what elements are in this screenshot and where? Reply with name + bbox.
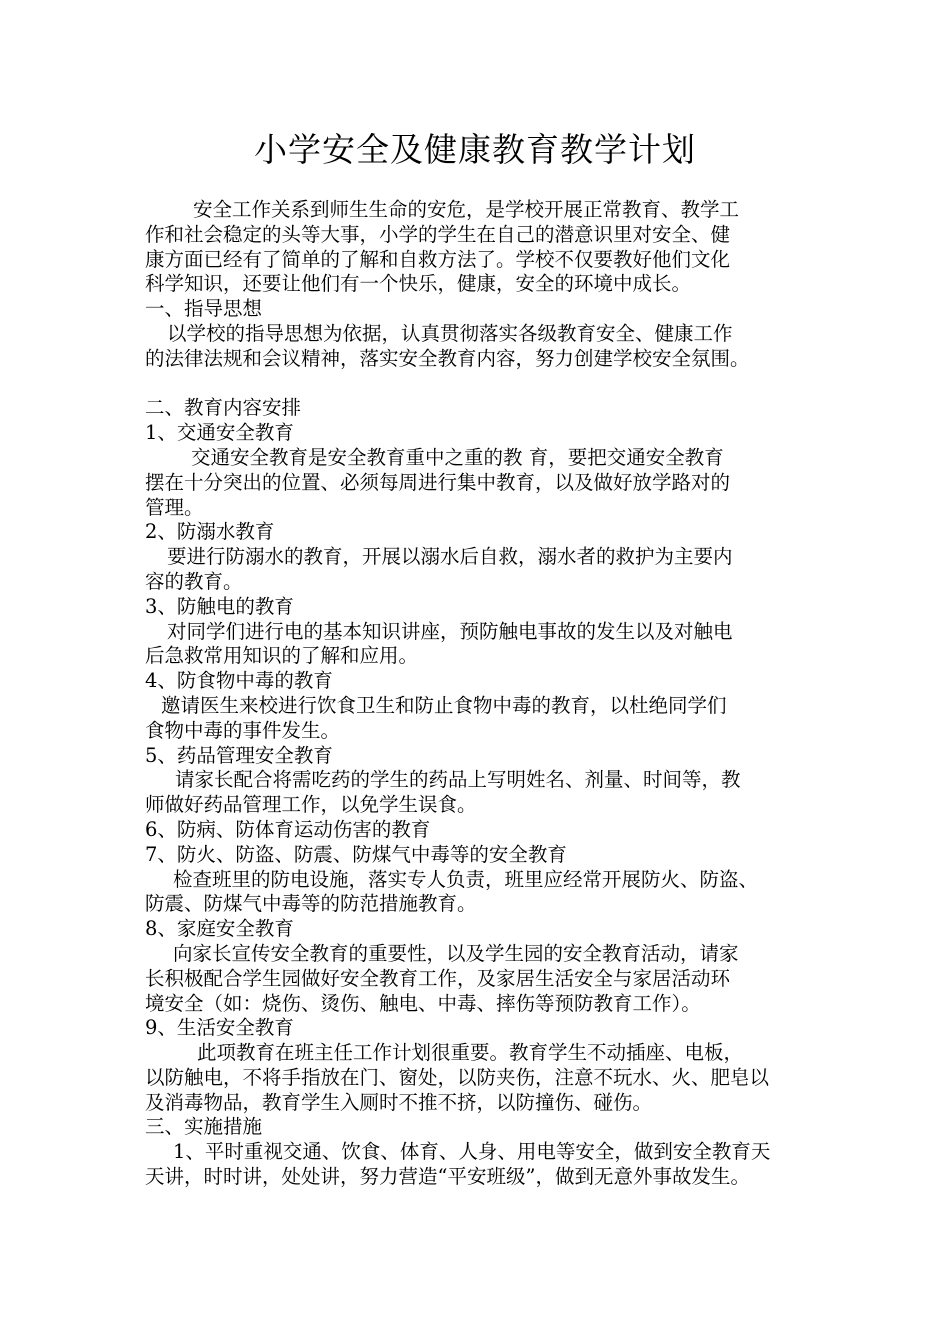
text-line: 的法律法规和会议精神，落实安全教育内容，努力创建学校安全氛围。 [145,346,750,370]
text-line: 1、交通安全教育 [145,421,294,445]
text-line: 3、防触电的教育 [145,594,294,618]
document-body [145,198,825,1190]
text-line: 交通安全教育是安全教育重中之重的教 育，要把交通安全教育 [191,445,724,469]
text-line: 师做好药品管理工作，以免学生误食。 [145,793,477,817]
text-line: 以学校的指导思想为依据，认真贯彻落实各级教育安全、健康工作 [167,321,733,345]
text-line: 防震、防煤气中毒等的防范措施教育。 [145,892,477,916]
text-line: 向家长宣传安全教育的重要性，以及学生园的安全教育活动，请家 [173,941,739,965]
text-line: 科学知识，还要让他们有一个快乐，健康，安全的环境中成长。 [145,272,692,296]
text-line: 作和社会稳定的头等大事，小学的学生在自己的潜意识里对安全、健 [145,222,731,246]
blank-line [145,372,825,397]
text-line: 三、实施措施 [145,1115,263,1139]
text-line: 及消毒物品，教育学生入厕时不推不挤，以防撞伤、碰伤。 [145,1090,653,1114]
text-line: 境安全（如：烧伤、烫伤、触电、中毒、摔伤等预防教育工作）。 [145,991,701,1015]
document-title: 小学安全及健康教育教学计划 [254,130,696,169]
text-line: 邀请医生来校进行饮食卫生和防止食物中毒的教育，以杜绝同学们 [161,693,727,717]
text-line: 康方面已经有了简单的了解和自救方法了。学校不仅要教好他们文化 [145,247,731,271]
text-line: 5、药品管理安全教育 [145,743,333,767]
text-line: 后急救常用知识的了解和应用。 [145,644,419,668]
text-line: 二、教育内容安排 [145,396,302,420]
text-line: 请家长配合将需吃药的学生的药品上写明姓名、剂量、时间等，教 [175,768,741,792]
text-line: 1、平时重视交通、饮食、体育、人身、用电等安全，做到安全教育天 [173,1140,771,1164]
text-line: 4、防食物中毒的教育 [145,669,333,693]
text-line: 对同学们进行电的基本知识讲座，预防触电事故的发生以及对触电 [167,619,733,643]
text-line: 9、生活安全教育 [145,1016,294,1040]
text-line: 2、防溺水教育 [145,520,275,544]
text-line: 此项教育在班主任工作计划很重要。教育学生不动插座、电板， [197,1041,744,1065]
text-line: 6、防病、防体育运动伤害的教育 [145,817,431,841]
text-line: 管理。 [145,495,204,519]
text-line: 一、指导思想 [145,297,263,321]
text-line: 容的教育。 [145,569,243,593]
text-line: 长积极配合学生园做好安全教育工作，及家居生活安全与家居活动环 [145,966,731,990]
text-line: 8、家庭安全教育 [145,917,294,941]
text-line: 检查班里的防电设施，落实专人负责，班里应经常开展防火、防盗、 [173,867,759,891]
text-line: 食物中毒的事件发生。 [145,718,341,742]
text-line: 摆在十分突出的位置、必须每周进行集中教育，以及做好放学路对的 [145,470,731,494]
text-line: 天讲，时时讲，处处讲，努力营造“平安班级”，做到无意外事故发生。 [145,1165,750,1189]
text-line: 以防触电，不将手指放在门、窗处，以防夹伤，注意不玩水、火、肥皂以 [145,1065,770,1089]
text-line: 要进行防溺水的教育，开展以溺水后自救，溺水者的救护为主要内 [167,545,733,569]
text-line: 安全工作关系到师生生命的安危，是学校开展正常教育、教学工 [193,198,740,221]
text-line: 7、防火、防盗、防震、防煤气中毒等的安全教育 [145,842,567,866]
